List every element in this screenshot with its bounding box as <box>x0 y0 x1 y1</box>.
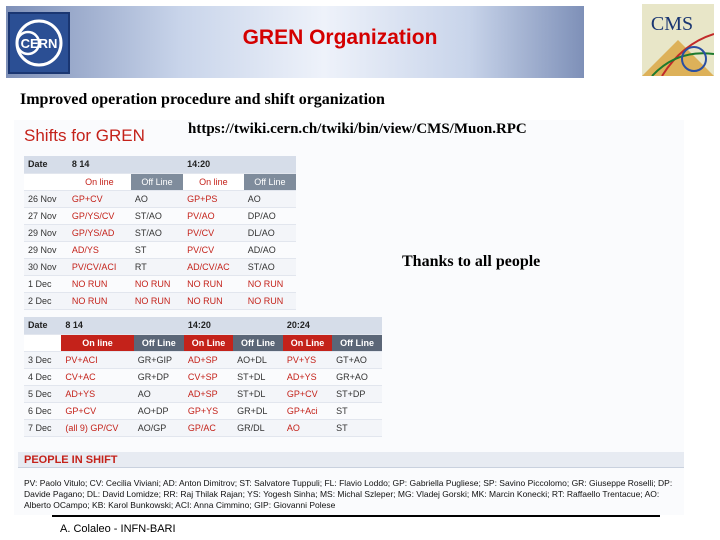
table-cell: NO RUN <box>183 275 244 292</box>
table-cell: CV+SP <box>184 368 233 385</box>
cern-logo-icon <box>8 12 70 74</box>
table-subheader-row <box>24 173 296 190</box>
table-cell: DL/AO <box>244 224 296 241</box>
table-subheader-row <box>24 334 382 351</box>
table-cell: AO+DP <box>134 402 184 419</box>
table-cell: PV/CV <box>183 241 244 258</box>
footer-divider <box>52 515 660 517</box>
table-cell: Off Line <box>233 334 283 351</box>
table-cell: DP/AO <box>244 207 296 224</box>
table-cell: 27 Nov <box>24 207 68 224</box>
table-cell: 7 Dec <box>24 419 61 436</box>
shifts-heading: Shifts for GREN <box>24 126 145 145</box>
table-cell: GP+YS <box>184 402 233 419</box>
table-cell: AO <box>283 419 332 436</box>
table-cell: AD+SP <box>184 385 233 402</box>
table-cell: NO RUN <box>68 292 131 309</box>
table-cell: GR/DL <box>233 419 283 436</box>
table-cell: NO RUN <box>131 292 183 309</box>
table-row <box>24 351 382 368</box>
table-cell: GP+PS <box>183 190 244 207</box>
table-cell: NO RUN <box>131 275 183 292</box>
table-cell <box>233 317 283 334</box>
table-cell: On line <box>68 173 131 190</box>
table-cell: GR+DP <box>134 368 184 385</box>
table-cell: Off Line <box>244 173 296 190</box>
table-cell: CV+AC <box>61 368 133 385</box>
table-cell: NO RUN <box>244 275 296 292</box>
table-row <box>24 292 296 309</box>
table-cell: AD/YS <box>68 241 131 258</box>
table-cell <box>134 317 184 334</box>
table-cell: Date <box>24 317 61 334</box>
table-cell: AD+YS <box>61 385 133 402</box>
table-cell: AD/AO <box>244 241 296 258</box>
table-cell <box>131 156 183 173</box>
table-row <box>24 402 382 419</box>
table-cell: (all 9) GP/CV <box>61 419 133 436</box>
table-cell: GR+GIP <box>134 351 184 368</box>
table-cell: 1 Dec <box>24 275 68 292</box>
table-cell: GR+DL <box>233 402 283 419</box>
table-cell: On Line <box>283 334 332 351</box>
table-cell: 29 Nov <box>24 241 68 258</box>
table-cell: AD+SP <box>184 351 233 368</box>
twiki-link[interactable]: https://twiki.cern.ch/twiki/bin/view/CMS/Muon.RPC <box>188 121 527 137</box>
table-cell: GP/YS/AD <box>68 224 131 241</box>
table-cell: Off Line <box>332 334 382 351</box>
page-title: GREN Organization <box>242 26 438 49</box>
table-cell: GP+CV <box>61 402 133 419</box>
people-list: PV: Paolo Vitulo; CV: Cecilia Viviani; AD: Anton Dimitrov; ST: Salvatore Tuppuli; FL: Flavio Loddo; GP: Gabriella Pugliese; SP: Savino Piccolomo; GR: Giuseppe Roselli; DP: Davide Pagano; DL: David Lomidze; RR: Raj Thilak Rajan; YS: Yogesh Sinha; MS: Michal Szleper; MG: Vladej Gorski; MK: Marcin Konecki; RT: Raffaello Trentacue; AO: Alberto OCampo; KB: Karol Bunkowski; ACI: Anna Cimmino; GIP: Giovanni Polese <box>24 478 673 510</box>
table-cell: NO RUN <box>183 292 244 309</box>
table-cell: 14:20 <box>183 156 244 173</box>
table-cell: 8 14 <box>68 156 131 173</box>
table-cell: AO/GP <box>134 419 184 436</box>
table-cell: NO RUN <box>68 275 131 292</box>
table-cell: 6 Dec <box>24 402 61 419</box>
subtitle: Improved operation procedure and shift organization <box>20 91 385 108</box>
table-cell: RT <box>131 258 183 275</box>
table-cell: 4 Dec <box>24 368 61 385</box>
table-cell: ST/AO <box>244 258 296 275</box>
table-row <box>24 207 296 224</box>
table-row <box>24 419 382 436</box>
table-cell <box>244 156 296 173</box>
table-cell: On line <box>183 173 244 190</box>
table-cell: 14:20 <box>184 317 233 334</box>
table-cell: ST+DL <box>233 385 283 402</box>
cern-logo-text: CERN <box>20 36 58 51</box>
table-cell: ST/AO <box>131 207 183 224</box>
table-cell: ST <box>332 402 382 419</box>
table-cell: ST/AO <box>131 224 183 241</box>
table-cell: Off Line <box>134 334 184 351</box>
table-cell: Off Line <box>131 173 183 190</box>
table-cell: PV+YS <box>283 351 332 368</box>
table-cell: ST <box>131 241 183 258</box>
table-cell: GT+AO <box>332 351 382 368</box>
table-row <box>24 368 382 385</box>
table-row <box>24 241 296 258</box>
table-cell: Date <box>24 156 68 173</box>
table-cell: 3 Dec <box>24 351 61 368</box>
shift-table-2 <box>24 317 382 437</box>
table-cell: ST <box>332 419 382 436</box>
table-cell: NO RUN <box>244 292 296 309</box>
table-row <box>24 258 296 275</box>
table-row <box>24 385 382 402</box>
table-cell: GP+CV <box>283 385 332 402</box>
table-header-row <box>24 156 296 173</box>
table-cell: AO <box>134 385 184 402</box>
table-cell: AD+YS <box>283 368 332 385</box>
table-cell: GP+Aci <box>283 402 332 419</box>
table-cell: AO <box>131 190 183 207</box>
table-cell: 8 14 <box>61 317 133 334</box>
table-cell <box>24 334 61 351</box>
table-cell: PV/CV <box>183 224 244 241</box>
table-cell: AO+DL <box>233 351 283 368</box>
table-row <box>24 224 296 241</box>
footer-author: A. Colaleo - INFN-BARI <box>60 523 176 535</box>
shift-table-1 <box>24 156 296 310</box>
table-cell: GP/YS/CV <box>68 207 131 224</box>
table-cell: 5 Dec <box>24 385 61 402</box>
table-cell: PV/AO <box>183 207 244 224</box>
table-cell: 30 Nov <box>24 258 68 275</box>
table-cell <box>332 317 382 334</box>
table-cell: On Line <box>184 334 233 351</box>
table-cell <box>24 173 68 190</box>
table-cell: AD/CV/AC <box>183 258 244 275</box>
table-cell: 29 Nov <box>24 224 68 241</box>
cms-logo-icon <box>642 4 714 76</box>
table-cell: 2 Dec <box>24 292 68 309</box>
table-cell: ST+DL <box>233 368 283 385</box>
thanks-text: Thanks to all people <box>402 253 541 270</box>
table-cell: PV+ACI <box>61 351 133 368</box>
table-cell: 26 Nov <box>24 190 68 207</box>
table-row <box>24 275 296 292</box>
table-cell: AO <box>244 190 296 207</box>
table-cell: GR+AO <box>332 368 382 385</box>
table-header-row <box>24 317 382 334</box>
people-title: PEOPLE IN SHIFT <box>24 454 118 466</box>
table-cell: ST+DP <box>332 385 382 402</box>
cms-logo-text: CMS <box>650 13 694 35</box>
table-cell: GP+CV <box>68 190 131 207</box>
table-row <box>24 190 296 207</box>
table-cell: GP/AC <box>184 419 233 436</box>
table-cell: 20:24 <box>283 317 332 334</box>
table-cell: On line <box>61 334 133 351</box>
table-cell: PV/CV/ACI <box>68 258 131 275</box>
